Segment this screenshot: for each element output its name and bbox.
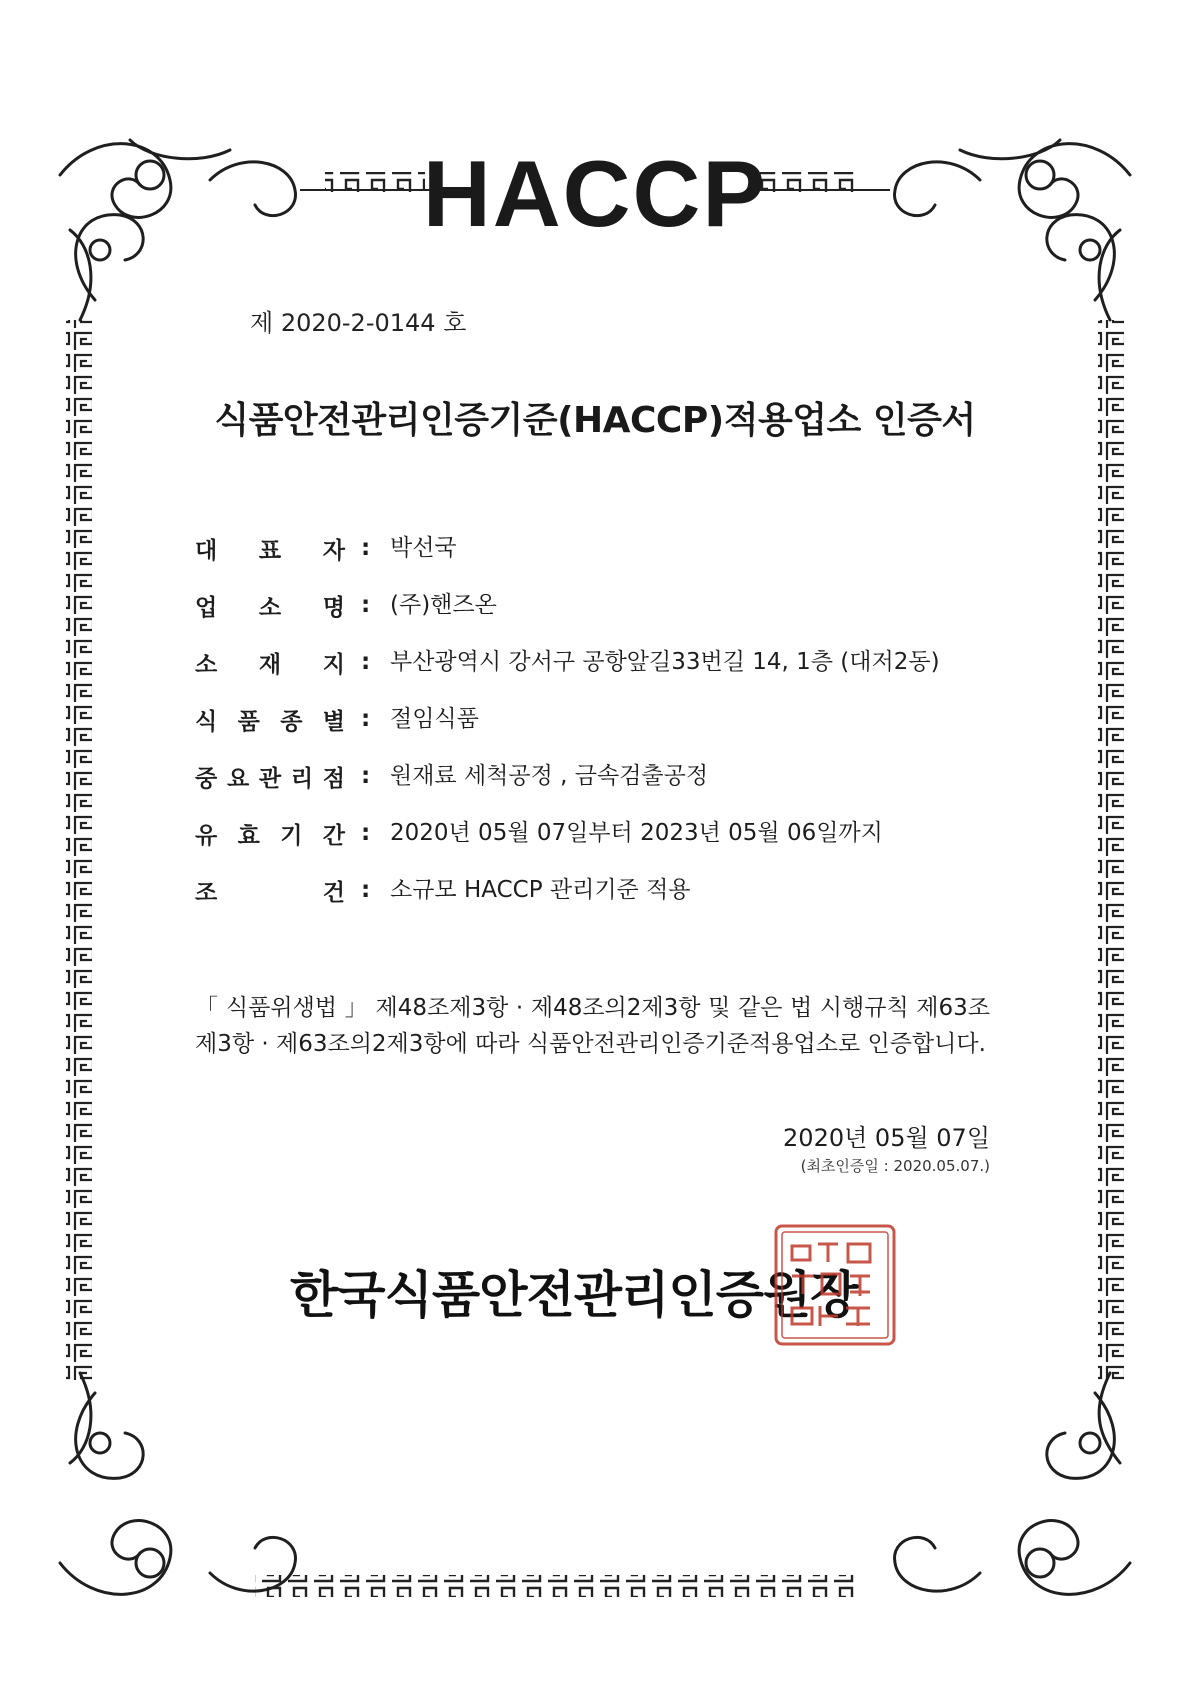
first-certification-date: (최초인증일 : 2020.05.07.) bbox=[800, 1157, 990, 1175]
field-colon: : bbox=[361, 763, 371, 789]
header-title: HACCP bbox=[422, 141, 768, 246]
document-title: 식품안전관리인증기준(HACCP)적용업소 인증서 bbox=[214, 400, 976, 441]
field-label: 조 건 bbox=[195, 879, 345, 906]
field-value: 부산광역시 강서구 공항앞길33번길 14, 1층 (대저2동) bbox=[390, 649, 940, 675]
field-colon: : bbox=[361, 706, 371, 732]
field-value: 원재료 세척공정 , 금속검출공정 bbox=[390, 763, 709, 789]
field-colon: : bbox=[361, 535, 371, 561]
field-colon: : bbox=[361, 592, 371, 618]
field-colon: : bbox=[361, 649, 371, 675]
field-value: 2020년 05월 07일부터 2023년 05월 06일까지 bbox=[390, 820, 883, 846]
certificate-number: 제 2020-2-0144 호 bbox=[250, 309, 467, 337]
certification-statement: 「 식품위생법 」 제48조제3항 · 제48조의2제3항 및 같은 법 시행규칙 제63조제3항 · 제63조의2제3항에 따라 식품안전관리인증기준적용업소로 인증합니다. bbox=[195, 995, 990, 1057]
field-value: 소규모 HACCP 관리기준 적용 bbox=[390, 877, 691, 903]
field-label: 대 표 자 bbox=[195, 537, 345, 564]
corner-bottom-right-ornament bbox=[895, 1373, 1130, 1594]
field-colon: : bbox=[361, 820, 371, 846]
field-colon: : bbox=[361, 877, 371, 903]
field-label: 업 소 명 bbox=[195, 594, 345, 621]
corner-bottom-left-ornament bbox=[60, 1373, 295, 1594]
field-value: 절임식품 bbox=[390, 706, 479, 732]
official-seal-stamp bbox=[770, 1220, 900, 1350]
field-label: 소 재 지 bbox=[195, 651, 345, 678]
field-value: (주)핸즈온 bbox=[390, 592, 497, 618]
field-label: 중 요 관 리 점 bbox=[195, 765, 345, 792]
issuer-name: 한국식품안전관리인증원장 bbox=[290, 1266, 858, 1324]
issue-date: 2020년 05월 07일 bbox=[783, 1124, 990, 1152]
field-label: 유 효 기 간 bbox=[195, 822, 345, 849]
field-label: 식 품 종 별 bbox=[195, 708, 345, 735]
field-value: 박선국 bbox=[390, 535, 457, 561]
